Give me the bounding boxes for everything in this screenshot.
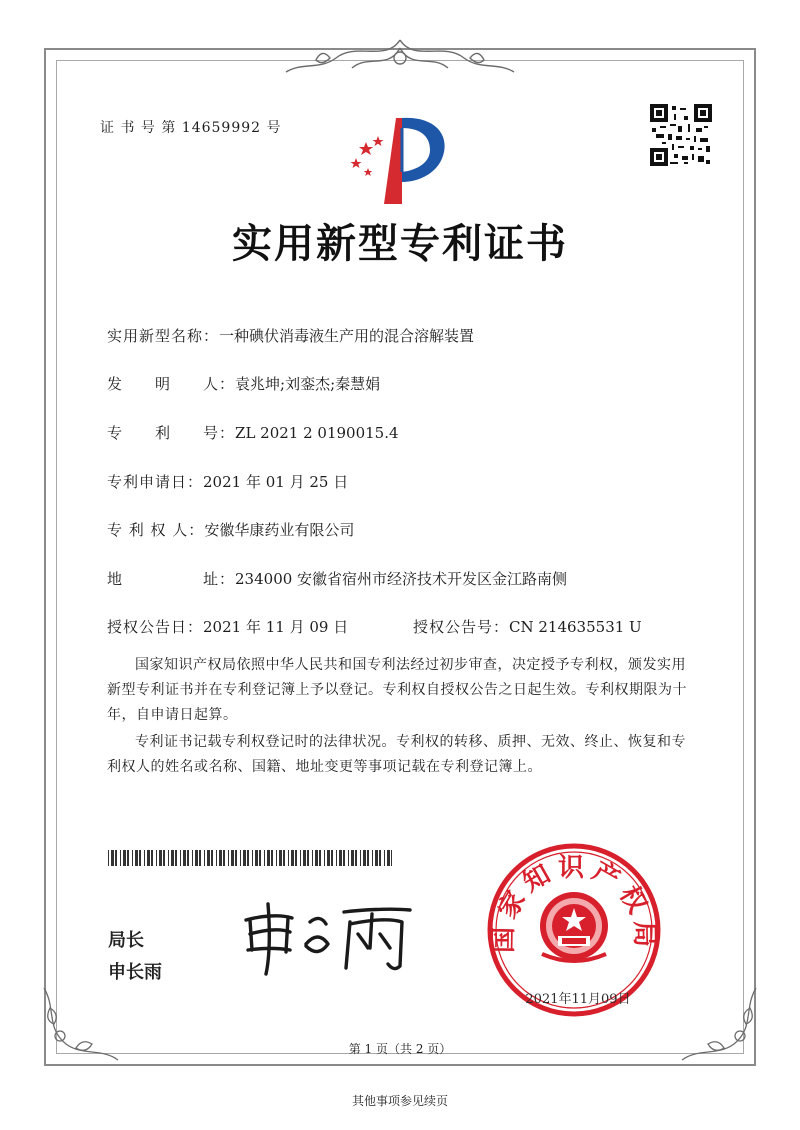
- field-label: 授权公告号：: [413, 618, 510, 636]
- field-label: 专 利 号：: [107, 424, 236, 442]
- field-label: 地 址：: [107, 570, 236, 588]
- barcode: [108, 850, 392, 866]
- field-value: 2021 年 11 月 09 日: [203, 618, 349, 636]
- field-value: 一种碘伏消毒液生产用的混合溶解装置: [219, 327, 475, 345]
- certificate-number: 证 书 号 第 14659992 号: [100, 120, 282, 136]
- utility-model-name-row: [107, 325, 474, 346]
- patent-number-row: [107, 422, 399, 443]
- field-label: 授权公告日：: [107, 618, 204, 636]
- patentee-row: [107, 519, 354, 540]
- address-row: [107, 568, 567, 589]
- field-label: 专利申请日：: [107, 473, 204, 491]
- certificate-statement-paragraph: 国家知识产权局依照中华人民共和国专利法经过初步审查，决定授予专利权，颁发实用新型专利证书并在专利登记簿上予以登记。专利权自授权公告之日起生效。专利权期限为十年，自申请日起算。: [107, 657, 687, 723]
- field-value: 袁兆坤;刘銮杰;秦慧娟: [235, 375, 381, 393]
- field-value: 安徽华康药业有限公司: [204, 521, 355, 539]
- signatory-name: 申长雨: [108, 962, 162, 983]
- field-value: CN 214635531 U: [509, 618, 642, 636]
- grant-date-row: [107, 616, 348, 637]
- qr-code: [650, 104, 712, 166]
- filing-date-row: [107, 471, 348, 492]
- top-ornament: [276, 32, 524, 82]
- seal-date: 2021年11月09日: [525, 992, 631, 1007]
- field-value: 2021 年 01 月 25 日: [203, 473, 349, 491]
- field-label: 发 明 人：: [107, 375, 236, 393]
- field-value: 234000 安徽省宿州市经济技术开发区金江路南侧: [235, 570, 568, 588]
- cnipa-logo: [340, 112, 460, 208]
- handwritten-signature: [240, 898, 430, 978]
- signatory-title: 局长: [108, 930, 144, 951]
- document-title: 实用新型专利证书: [232, 220, 568, 267]
- field-label: 专 利 权 人：: [107, 521, 205, 539]
- grant-publication-number-row: [413, 616, 642, 637]
- seal-text: 国家知识产权局: [488, 853, 660, 954]
- inventor-row: [107, 373, 380, 394]
- page-indicator: 第 1 页（共 2 页）: [348, 1042, 452, 1056]
- field-value: ZL 2021 2 0190015.4: [235, 424, 399, 442]
- footer-note: 其他事项参见续页: [351, 1094, 448, 1108]
- field-label: 实用新型名称：: [107, 327, 220, 345]
- legal-status-paragraph: 专利证书记载专利权登记时的法律状况。专利权的转移、质押、无效、终止、恢复和专利权人的姓名或名称、国籍、地址变更等事项记载在专利登记簿上。: [107, 734, 686, 775]
